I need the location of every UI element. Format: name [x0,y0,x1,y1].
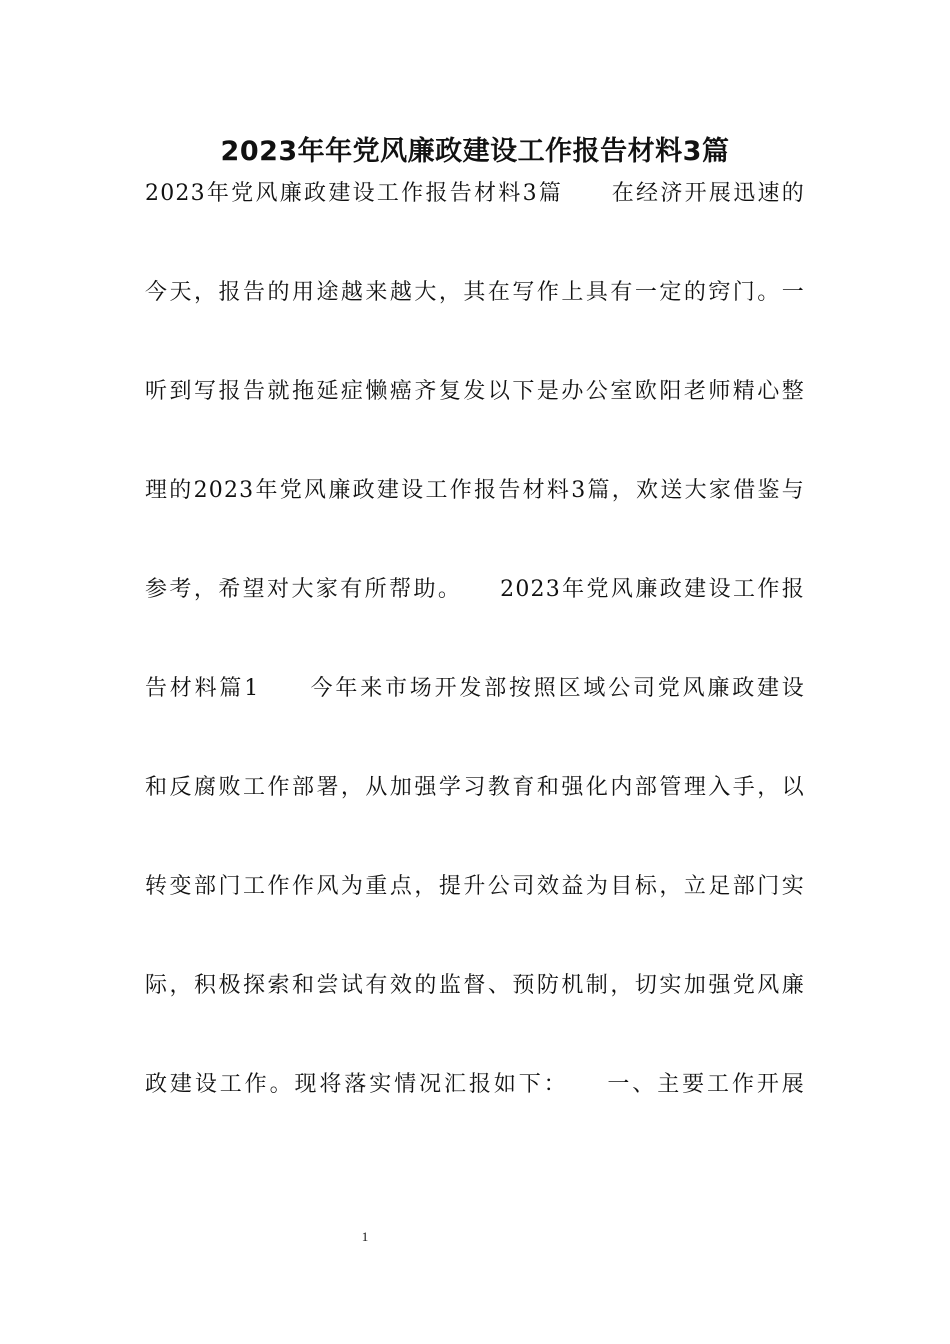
body-line: 听到写报告就拖延症懒癌齐复发以下是办公室欧阳老师精心整 [145,379,805,404]
body-line: 今天，报告的用途越来越大，其在写作上具有一定的窍门。一 [145,280,805,305]
document-title: 2023年年党风廉政建设工作报告材料3篇 [220,136,730,167]
body-line: 告材料篇1 今年来市场开发部按照区域公司党风廉政建设 [145,676,805,701]
document-body [145,172,805,1162]
body-line: 转变部门工作作风为重点，提升公司效益为目标，立足部门实 [145,874,805,899]
body-line: 政建设工作。现将落实情况汇报如下： 一、主要工作开展 [145,1072,805,1097]
body-line: 参考，希望对大家有所帮助。 2023年党风廉政建设工作报 [145,577,805,602]
page-number: 1 [361,1229,369,1244]
body-line: 和反腐败工作部署，从加强学习教育和强化内部管理入手，以 [145,775,805,800]
body-line: 2023年党风廉政建设工作报告材料3篇 在经济开展迅速的 [145,181,805,206]
body-line: 际，积极探索和尝试有效的监督、预防机制，切实加强党风廉 [145,973,805,998]
body-line: 理的2023年党风廉政建设工作报告材料3篇，欢送大家借鉴与 [145,478,805,503]
